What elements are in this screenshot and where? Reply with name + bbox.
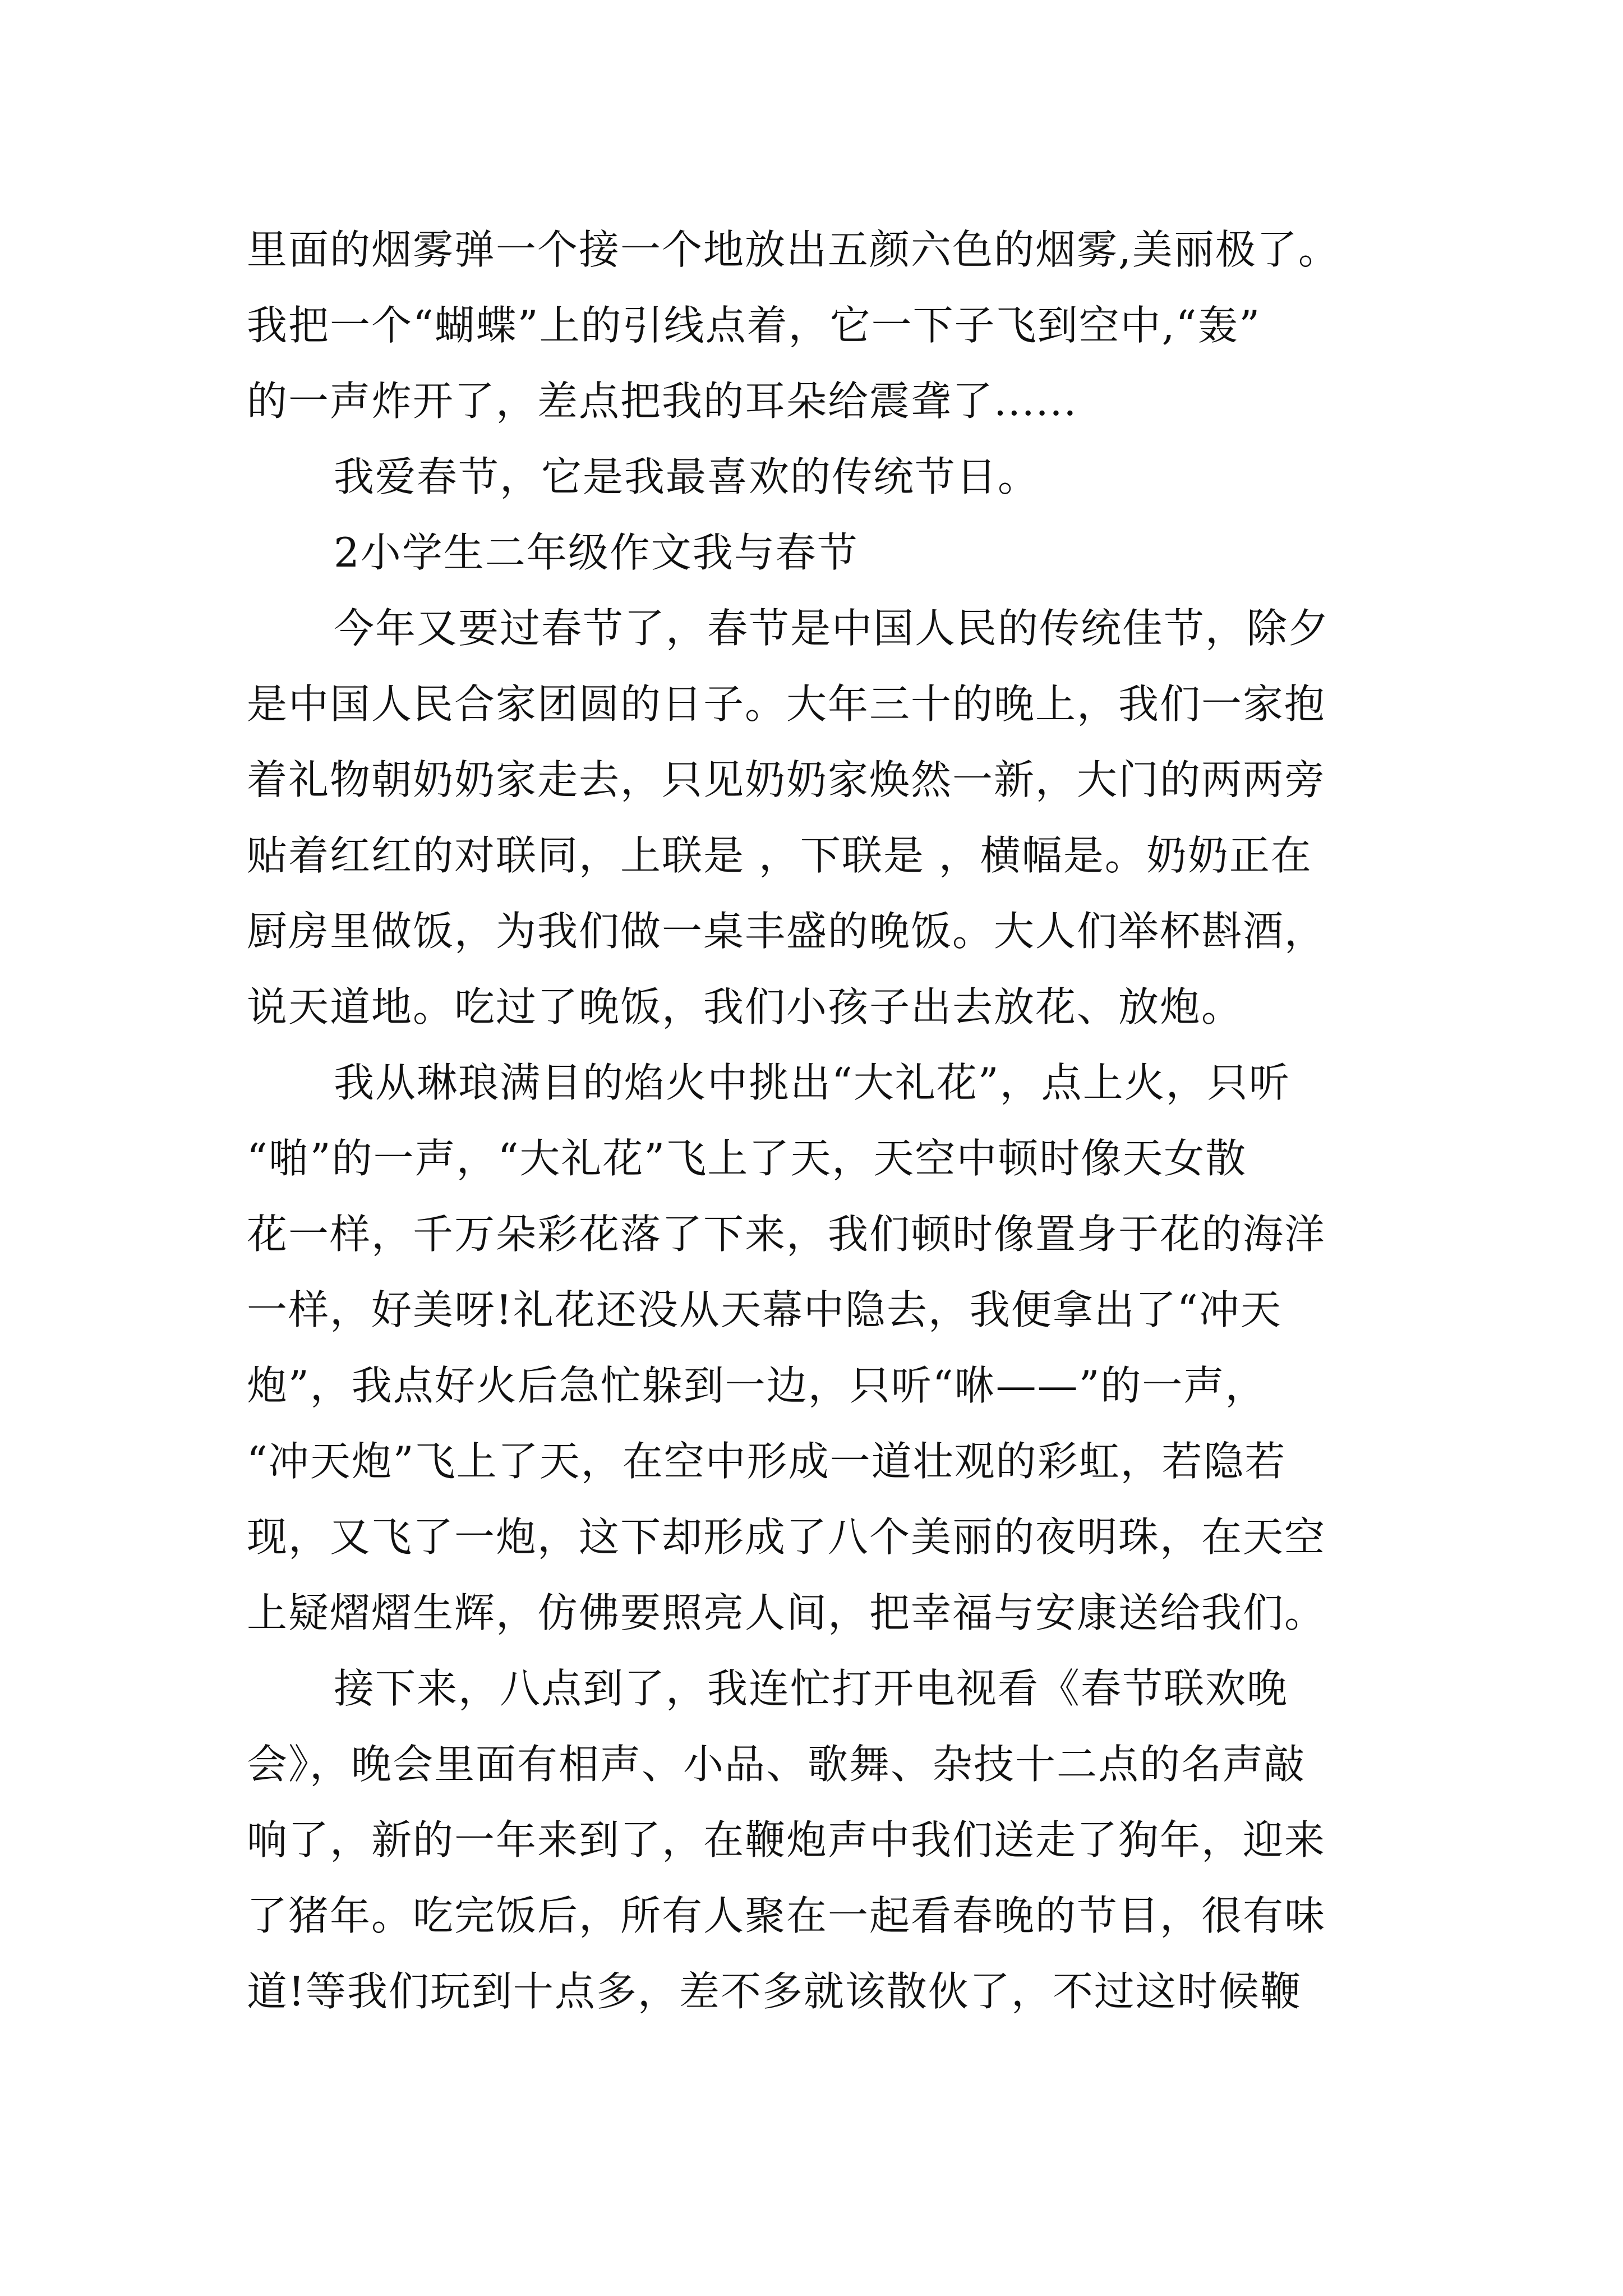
text-line: 上疑熠熠生辉，仿佛要照亮人间，把幸福与安康送给我们。	[247, 1589, 1326, 1636]
text-line: 了猪年。吃完饭后，所有人聚在一起看春晚的节目，很有味	[247, 1892, 1326, 1939]
text-line: 一样，好美呀!礼花还没从天幕中隐去，我便拿出了“冲天	[247, 1286, 1282, 1333]
text-line: 道!等我们玩到十点多，差不多就该散伙了，不过这时候鞭	[247, 1968, 1302, 2015]
text-line: 今年又要过春节了，春节是中国人民的传统佳节，除夕	[334, 605, 1330, 652]
text-line: 响了，新的一年来到了，在鞭炮声中我们送走了狗年，迎来	[247, 1816, 1326, 1864]
text-line: 我从琳琅满目的焰火中挑出“大礼花”，点上火，只听	[334, 1059, 1290, 1106]
text-line: 的一声炸开了，差点把我的耳朵给震聋了......	[247, 378, 1078, 425]
text-line: 里面的烟雾弹一个接一个地放出五颜六色的烟雾,美丽极了。	[247, 226, 1340, 273]
text-line: 我把一个“蝴蝶”上的引线点着，它一下子飞到空中,“轰”	[247, 302, 1261, 349]
text-line: 接下来，八点到了，我连忙打开电视看《春节联欢晚	[334, 1665, 1289, 1712]
text-line: 花一样，千万朵彩花落了下来，我们顿时像置身于花的海洋	[247, 1211, 1326, 1258]
text-line: “啪”的一声，“大礼花”飞上了天，天空中顿时像天女散	[247, 1135, 1247, 1182]
text-line: 我爱春节，它是我最喜欢的传统节日。	[334, 453, 1040, 500]
text-line: 厨房里做饭，为我们做一桌丰盛的晚饭。大人们举杯斟酒，	[247, 908, 1326, 955]
section-heading: 2小学生二年级作文我与春节	[334, 529, 859, 576]
text-line: 炮”，我点好火后急忙躲到一边，只听“咻——”的一声，	[247, 1362, 1267, 1409]
text-line: 会》，晚会里面有相声、小品、歌舞、杂技十二点的名声敲	[247, 1741, 1306, 1788]
text-line: 着礼物朝奶奶家走去，只见奶奶家焕然一新，大门的两两旁	[247, 756, 1326, 803]
text-line: “冲天炮”飞上了天，在空中形成一道壮观的彩虹，若隐若	[247, 1438, 1287, 1485]
text-line: 贴着红红的对联同，上联是 ，下联是 ，横幅是。奶奶正在	[247, 832, 1312, 879]
text-line: 说天道地。吃过了晚饭，我们小孩子出去放花、放炮。	[247, 983, 1243, 1030]
text-line: 是中国人民合家团圆的日子。大年三十的晚上，我们一家抱	[247, 680, 1326, 728]
text-line: 现，又飞了一炮，这下却形成了八个美丽的夜明珠，在天空	[247, 1513, 1326, 1561]
